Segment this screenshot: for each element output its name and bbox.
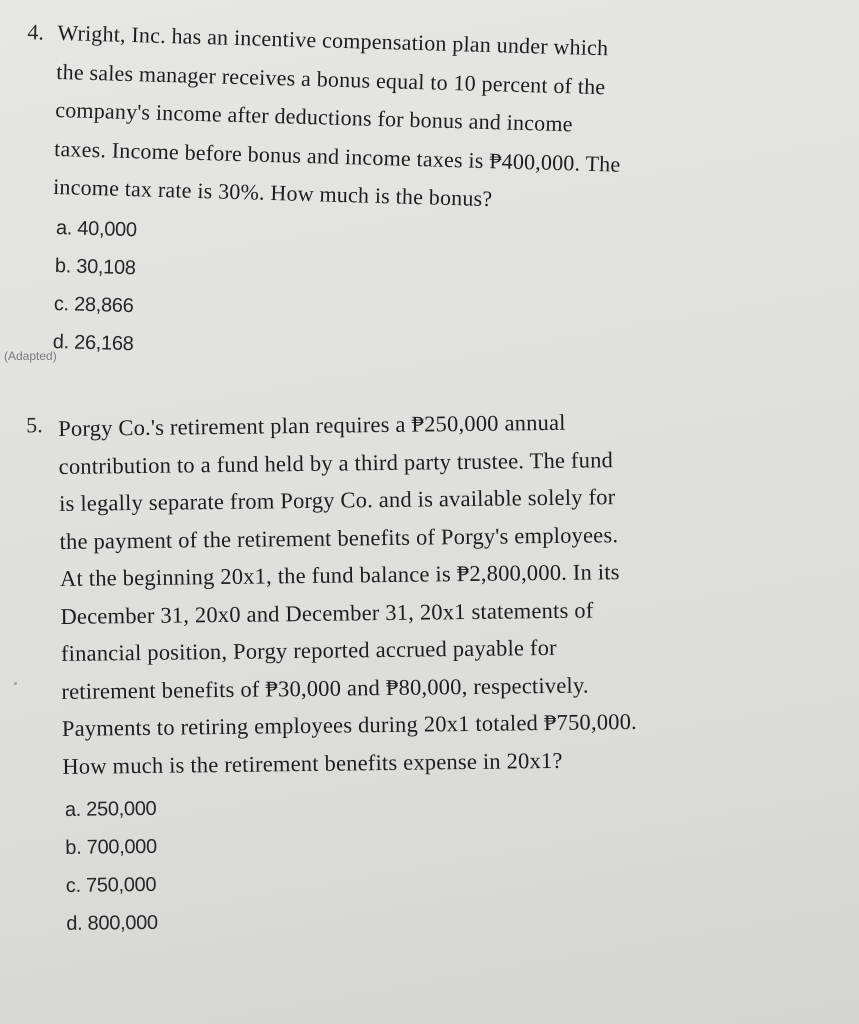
option-b: b. 30,108	[54, 254, 136, 279]
option-a: a. 40,000	[55, 216, 138, 241]
question-number: 4.	[27, 19, 45, 45]
question-line: How much is the retirement benefits expense in 20x1?	[62, 747, 563, 779]
question-text	[53, 14, 793, 227]
option-a: a. 250,000	[64, 797, 157, 821]
question-text	[58, 401, 811, 785]
question-line: Payments to retiring employees during 20x1 totaled ₱750,000.	[61, 708, 638, 741]
question-line: the sales manager receives a bonus equal to 10 percent of the	[56, 58, 606, 99]
answer-options	[65, 782, 813, 943]
option-d: d. 800,000	[66, 911, 158, 935]
question-line: company's income after deductions for bonus and income	[54, 96, 574, 137]
question-line: Wright, Inc. has an incentive compensation plan under which	[57, 19, 609, 61]
question-line: financial position, Porgy reported accrued payable for	[60, 634, 557, 666]
question-line: taxes. Income before bonus and income taxes is ₱400,000. The	[53, 135, 621, 177]
question-line: December 31, 20x0 and December 31, 20x1 statements of	[60, 596, 594, 629]
option-b: b. 700,000	[65, 835, 158, 859]
option-c: c. 750,000	[65, 873, 157, 897]
option-d: d. 26,168	[52, 330, 134, 355]
option-c: c. 28,866	[53, 292, 134, 317]
answer-options	[52, 209, 787, 381]
question-number: 5.	[26, 412, 43, 438]
question-line: income tax rate is 30%. How much is the bonus?	[52, 173, 493, 212]
adapted-note: (Adapted)	[4, 349, 57, 363]
page-speck	[14, 682, 17, 685]
question-5	[26, 401, 812, 943]
question-line: retirement benefits of ₱30,000 and ₱80,000, respectively.	[61, 672, 589, 704]
question-line: is legally separate from Porgy Co. and is available solely for	[58, 484, 616, 516]
question-line: At the beginning 20x1, the fund balance is ₱2,800,000. In its	[59, 559, 620, 591]
question-line: contribution to a fund held by a third party trustee. The fund	[58, 446, 614, 479]
question-line: Porgy Co.'s retirement plan requires a ₱250,000 annual	[58, 409, 566, 441]
question-line: the payment of the retirement benefits of Porgy's employees.	[59, 521, 619, 554]
